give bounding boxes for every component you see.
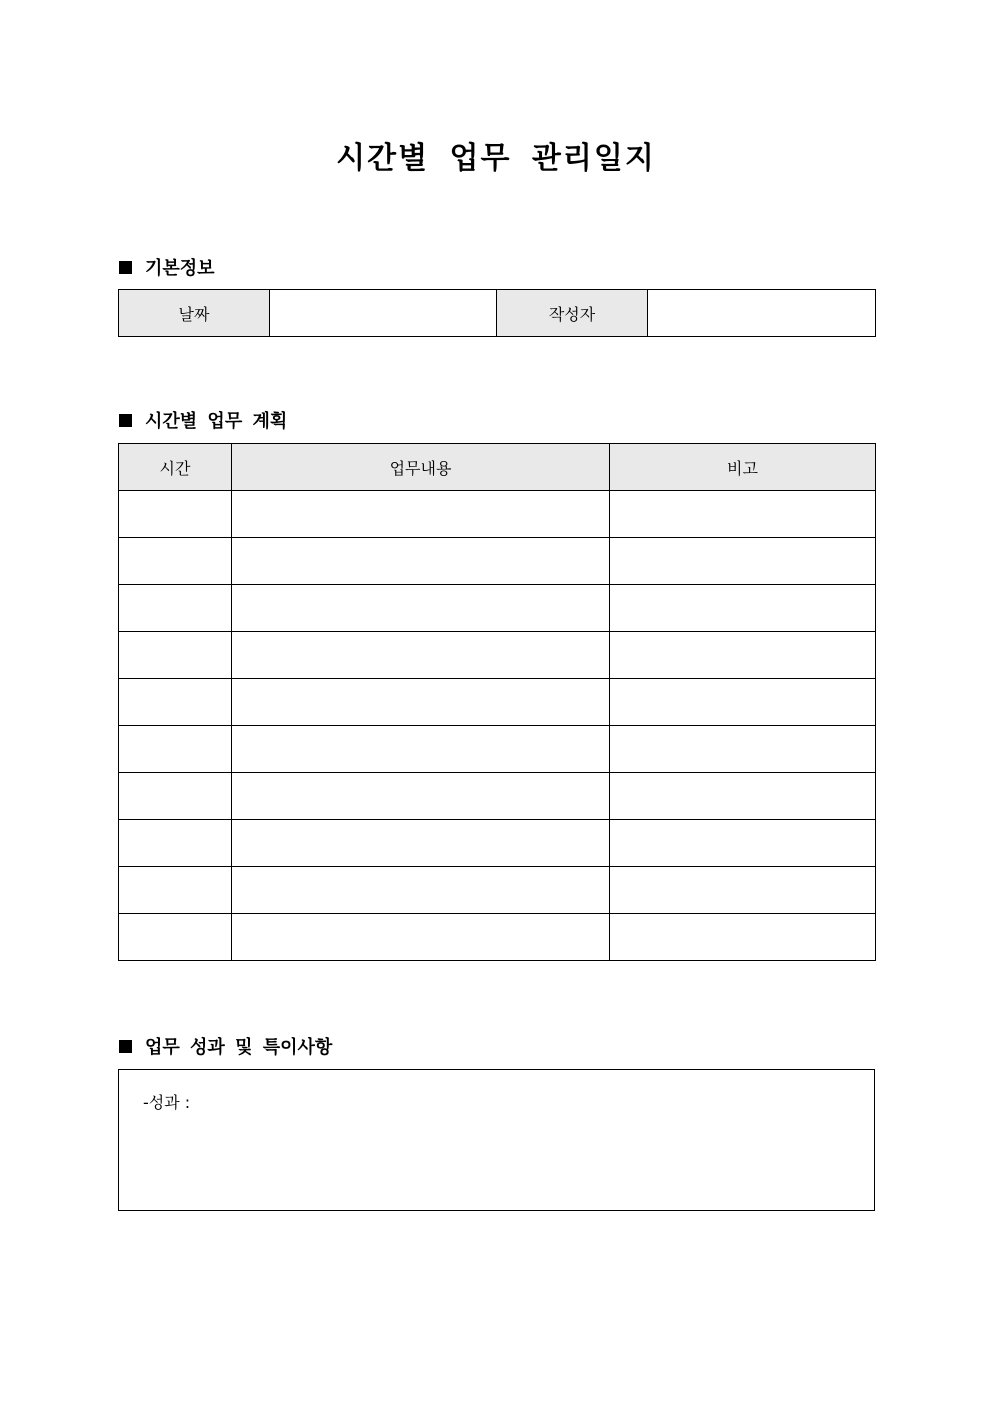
note-cell[interactable] [610, 585, 876, 632]
result-label: -성과 : [143, 1093, 191, 1112]
column-header-time: 시간 [119, 444, 232, 491]
document-title: 시간별 업무 관리일지 [336, 141, 656, 176]
date-field[interactable] [270, 290, 497, 337]
table-row [119, 585, 876, 632]
time-cell[interactable] [119, 585, 232, 632]
time-cell[interactable] [119, 867, 232, 914]
time-cell[interactable] [119, 914, 232, 961]
task-cell[interactable] [232, 820, 610, 867]
column-header-task: 업무내용 [232, 444, 610, 491]
task-cell[interactable] [232, 867, 610, 914]
task-cell[interactable] [232, 632, 610, 679]
table-row [119, 914, 876, 961]
task-cell[interactable] [232, 538, 610, 585]
note-cell[interactable] [610, 632, 876, 679]
time-cell[interactable] [119, 820, 232, 867]
note-cell[interactable] [610, 491, 876, 538]
square-bullet-icon [119, 414, 132, 427]
task-cell[interactable] [232, 726, 610, 773]
table-row [119, 679, 876, 726]
author-field[interactable] [648, 290, 876, 337]
time-cell[interactable] [119, 773, 232, 820]
note-cell[interactable] [610, 914, 876, 961]
time-plan-table [118, 443, 876, 961]
time-cell[interactable] [119, 491, 232, 538]
note-cell[interactable] [610, 726, 876, 773]
column-header-note: 비고 [610, 444, 876, 491]
task-cell[interactable] [232, 914, 610, 961]
note-cell[interactable] [610, 820, 876, 867]
table-row [119, 491, 876, 538]
table-row [119, 867, 876, 914]
table-row [119, 538, 876, 585]
time-cell[interactable] [119, 538, 232, 585]
note-cell[interactable] [610, 773, 876, 820]
table-row [119, 290, 876, 337]
author-label: 작성자 [497, 290, 648, 337]
note-cell[interactable] [610, 679, 876, 726]
date-label: 날짜 [119, 290, 270, 337]
task-cell[interactable] [232, 491, 610, 538]
table-row [119, 726, 876, 773]
section-heading-results [119, 1033, 332, 1059]
time-cell[interactable] [119, 632, 232, 679]
section-heading-basic-info [119, 254, 215, 280]
section-heading-label: 업무 성과 및 특이사항 [145, 1037, 333, 1058]
section-heading-label: 시간별 업무 계획 [145, 411, 288, 432]
section-heading-label: 기본정보 [145, 258, 215, 279]
task-cell[interactable] [232, 585, 610, 632]
table-row [119, 773, 876, 820]
table-row [119, 632, 876, 679]
note-cell[interactable] [610, 867, 876, 914]
results-textbox[interactable] [118, 1069, 875, 1211]
basic-info-table [118, 289, 876, 337]
section-heading-plan [119, 407, 287, 433]
note-cell[interactable] [610, 538, 876, 585]
square-bullet-icon [119, 1040, 132, 1053]
time-cell[interactable] [119, 726, 232, 773]
task-cell[interactable] [232, 679, 610, 726]
time-cell[interactable] [119, 679, 232, 726]
table-row [119, 820, 876, 867]
table-header-row [119, 444, 876, 491]
task-cell[interactable] [232, 773, 610, 820]
square-bullet-icon [119, 261, 132, 274]
